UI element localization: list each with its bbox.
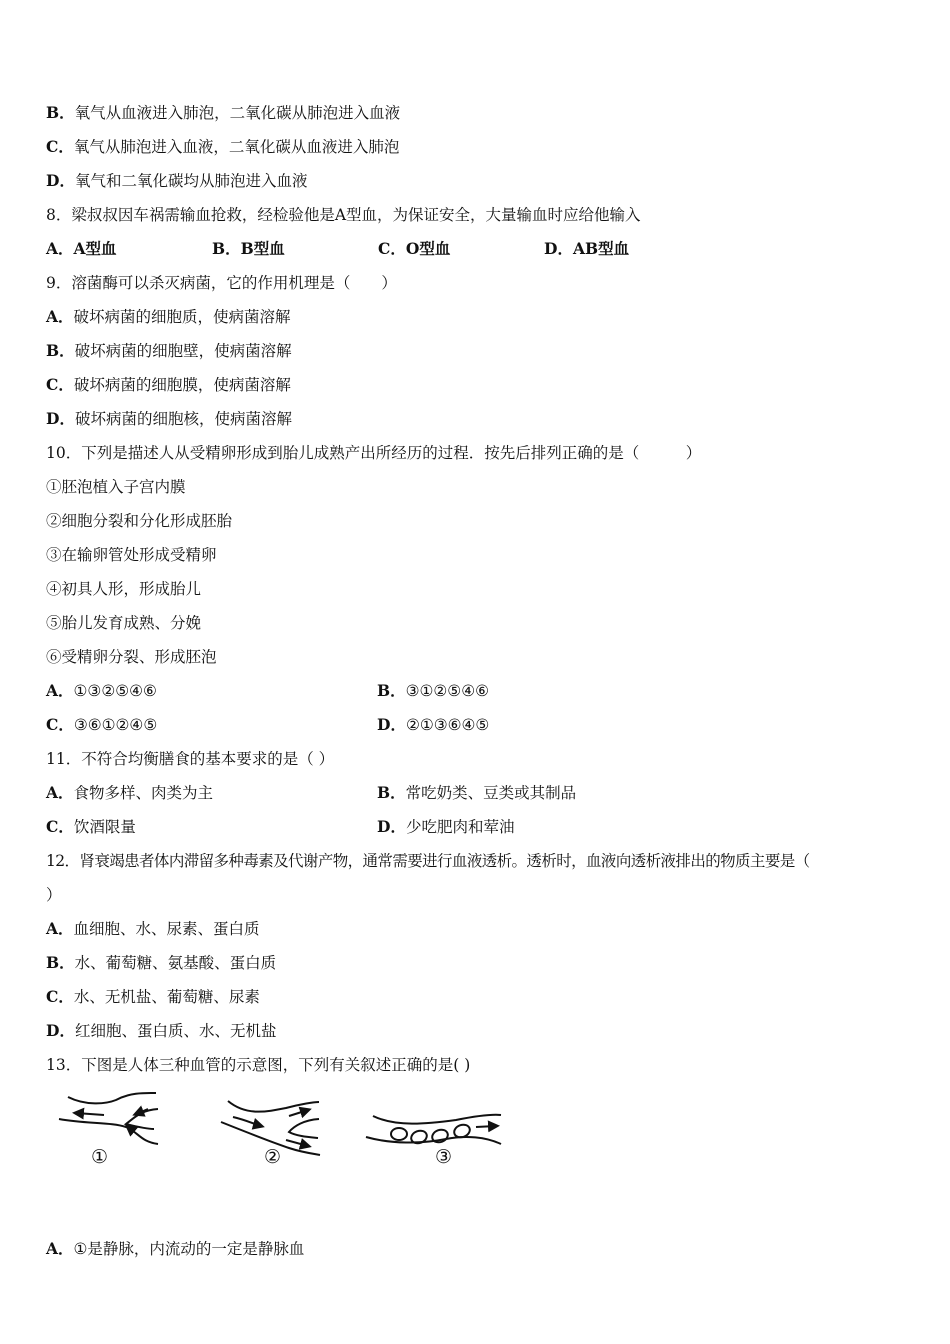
exam-page <box>46 96 906 1266</box>
q7-option-d: D．氧气和二氧化碳均从肺泡进入血液 <box>46 171 308 190</box>
q12-stem: 12．肾衰竭患者体内滞留多种毒素及代谢产物，通常需要进行血液透析。透析时，血液向透析液排出的物质主要是（ <box>46 852 810 870</box>
q10-step: ⑥受精卵分裂、形成胚泡 <box>46 648 217 666</box>
q10-option-d: D．②①③⑥④⑤ <box>377 715 490 734</box>
q7-option-b: B．氧气从血液进入肺泡，二氧化碳从肺泡进入血液 <box>46 103 401 122</box>
q11-stem: 11．不符合均衡膳食的基本要求的是（ ） <box>46 750 335 768</box>
q8-option-b: B．B型血 <box>212 239 285 258</box>
q13-stem: 13．下图是人体三种血管的示意图，下列有关叙述正确的是( ) <box>46 1056 471 1074</box>
q13-option-a: A．①是静脉，内流动的一定是静脉血 <box>46 1239 305 1258</box>
q9-option-c: C．破坏病菌的细胞膜，使病菌溶解 <box>46 375 291 394</box>
q10-step: ③在输卵管处形成受精卵 <box>46 546 217 564</box>
figure-label-2: ② <box>264 1146 282 1168</box>
q11-option-c: C．饮酒限量 <box>46 817 136 836</box>
q9-option-d: D．破坏病菌的细胞核，使病菌溶解 <box>46 409 292 428</box>
q9-option-a: A．破坏病菌的细胞质，使病菌溶解 <box>46 307 291 326</box>
figure-label-1: ① <box>91 1146 109 1168</box>
q11-option-a: A．食物多样、肉类为主 <box>46 783 214 802</box>
q10-options-row2 <box>46 708 906 742</box>
figure-label-3: ③ <box>435 1146 453 1168</box>
q8-options <box>46 232 906 266</box>
q9-stem: 9．溶菌酶可以杀灭病菌，它的作用机理是（ ） <box>46 274 397 292</box>
q10-option-b: B．③①②⑤④⑥ <box>377 681 489 700</box>
q10-option-c: C．③⑥①②④⑤ <box>46 715 158 734</box>
q11-option-d: D．少吃肥肉和荤油 <box>377 817 515 836</box>
q12-option-a: A．血细胞、水、尿素、蛋白质 <box>46 919 260 938</box>
q8-option-d: D．AB型血 <box>544 239 630 258</box>
q12-option-c: C．水、无机盐、葡萄糖、尿素 <box>46 987 260 1006</box>
q8-option-a: A．A型血 <box>46 239 117 258</box>
q8-option-c: C．O型血 <box>378 239 451 258</box>
q12-stem-end: ） <box>46 886 62 904</box>
q11-options-row1 <box>46 776 906 810</box>
q10-step: ①胚泡植入子宫内膜 <box>46 478 186 496</box>
q10-stem: 10．下列是描述人从受精卵形成到胎儿成熟产出所经历的过程．按先后排列正确的是（ ） <box>46 444 702 462</box>
vein-drawing <box>59 1093 158 1144</box>
q10-step: ⑤胎儿发育成熟、分娩 <box>46 614 202 632</box>
q10-step: ④初具人形，形成胎儿 <box>46 580 202 598</box>
q9-option-b: B．破坏病菌的细胞壁，使病菌溶解 <box>46 341 292 360</box>
q11-option-b: B．常吃奶类、豆类或其制品 <box>377 783 577 802</box>
q7-option-c: C．氧气从肺泡进入血液，二氧化碳从血液进入肺泡 <box>46 137 400 156</box>
q12-option-d: D．红细胞、蛋白质、水、无机盐 <box>46 1021 277 1040</box>
blood-vessel-figure <box>46 1082 906 1232</box>
q10-step: ②细胞分裂和分化形成胚胎 <box>46 512 233 530</box>
q12-option-b: B．水、葡萄糖、氨基酸、蛋白质 <box>46 953 277 972</box>
q11-options-row2 <box>46 810 906 844</box>
q8-stem: 8．梁叔叔因车祸需输血抢救，经检验他是A型血，为保证安全，大量输血时应给他输入 <box>46 206 641 224</box>
q10-options-row1 <box>46 674 906 708</box>
capillary-drawing <box>366 1115 501 1146</box>
q10-option-a: A．①③②⑤④⑥ <box>46 681 157 700</box>
